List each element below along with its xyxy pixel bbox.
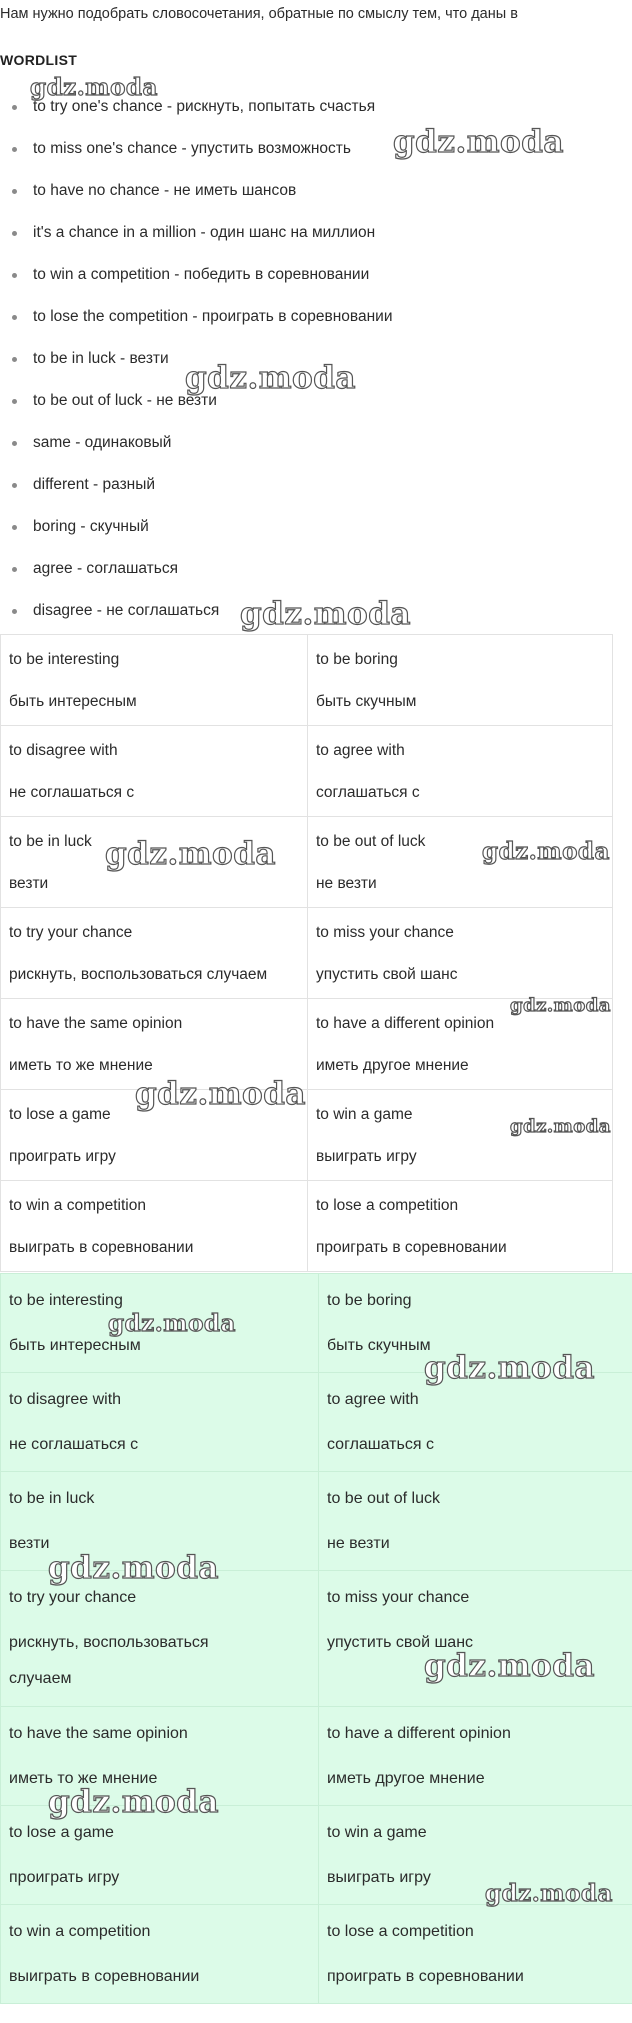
table-row [1,1472,632,1571]
list-item: to be in luck - везти [0,350,632,392]
list-item: to win a competition - победить в соревновании [0,266,632,308]
table-cell: to have the same opinion иметь то же мнение [1,1707,319,1806]
table-row [1,1571,632,1707]
table-cell: to disagree with не соглашаться с [1,1373,319,1472]
list-item: agree - соглашаться [0,560,632,602]
watermark: gdz.moda [240,596,411,632]
watermark: gdz.moda [424,1350,595,1386]
table-cell: to be interesting быть интересным [1,635,308,726]
bullet-icon [12,567,17,572]
table-row [1,908,613,999]
intro-text: Нам нужно подобрать словосочетания, обратные по смыслу тем, что даны в [0,6,518,22]
table-row [1,999,613,1090]
watermark: gdz.moda [393,124,564,160]
bullet-icon [12,525,17,530]
watermark: gdz.moda [105,836,276,872]
table-cell: to miss your chance упустить свой шанс [319,1571,632,1707]
table-row [1,726,613,817]
watermark: gdz.moda [48,1784,219,1820]
list-item: to have no chance - не иметь шансов [0,182,632,224]
table-cell: to lose a competition проиграть в соревновании [319,1905,632,2004]
table-cell: to win a game выиграть игру [319,1806,632,1905]
bullet-icon [12,273,17,278]
table-cell: to be out of luck не везти [319,1472,632,1571]
watermark: gdz.moda [510,1116,611,1137]
table-cell: to win a game выиграть игру [308,1090,613,1181]
table-cell: to be interesting быть интересным [1,1274,319,1373]
list-item: to lose the competition - проиграть в соревновании [0,308,632,350]
table-row [1,1090,613,1181]
bullet-icon [12,105,17,110]
antonym-table [0,634,613,1272]
table-cell: to have the same opinion иметь то же мнение [1,999,308,1090]
table-cell: to miss your chance упустить свой шанс [308,908,613,999]
bullet-icon [12,399,17,404]
table-cell: to win a competition выиграть в соревновании [1,1905,319,2004]
list-item: to miss one's chance - упустить возможность [0,140,632,182]
table-cell: to lose a game проиграть игру [1,1090,308,1181]
table-cell: to agree with соглашаться с [319,1373,632,1472]
antonym-table-highlighted [0,1273,632,2004]
watermark: gdz.moda [482,838,610,865]
table-row [1,1373,632,1472]
table-cell: to have a different opinion иметь другое мнение [319,1707,632,1806]
watermark: gdz.moda [48,1550,219,1586]
table-row [1,1707,632,1806]
bullet-icon [12,231,17,236]
wordlist-title: WORDLIST [0,52,78,68]
table-row [1,1181,613,1272]
list-item: same - одинаковый [0,434,632,476]
table-row [1,635,613,726]
table-cell: to agree with соглашаться с [308,726,613,817]
table-cell: to win a competition выиграть в соревновании [1,1181,308,1272]
list-item: different - разный [0,476,632,518]
list-item: boring - скучный [0,518,632,560]
list-item: to be out of luck - не везти [0,392,632,434]
bullet-icon [12,147,17,152]
watermark: gdz.moda [185,360,356,396]
bullet-icon [12,189,17,194]
table-cell: to disagree with не соглашаться с [1,726,308,817]
wordlist [0,98,632,644]
list-item: disagree - не соглашаться [0,602,632,644]
watermark: gdz.moda [108,1310,236,1337]
table-cell: to lose a competition проиграть в соревновании [308,1181,613,1272]
table-cell: to be in luck везти [1,817,308,908]
table-cell: to try your chance рискнуть, воспользоваться случаем [1,1571,319,1707]
watermark: gdz.moda [485,1880,613,1907]
watermark: gdz.moda [424,1648,595,1684]
watermark: gdz.moda [30,74,158,101]
table-cell: to have a different opinion иметь другое мнение [308,999,613,1090]
watermark: gdz.moda [510,995,611,1016]
table-row [1,1274,632,1373]
table-row [1,817,613,908]
bullet-icon [12,315,17,320]
table-cell: to be out of luck не везти [308,817,613,908]
list-item: to try one's chance - рискнуть, попытать счастья [0,98,632,140]
table-row [1,1806,632,1905]
list-item: it's a chance in a million - один шанс на миллион [0,224,632,266]
bullet-icon [12,609,17,614]
table-row [1,1905,632,2004]
table-cell: to lose a game проиграть игру [1,1806,319,1905]
bullet-icon [12,357,17,362]
bullet-icon [12,483,17,488]
table-cell: to try your chance рискнуть, воспользоваться случаем [1,908,308,999]
table-cell: to be boring быть скучным [308,635,613,726]
table-cell: to be in luck везти [1,1472,319,1571]
watermark: gdz.moda [135,1076,306,1112]
table-cell: to be boring быть скучным [319,1274,632,1373]
bullet-icon [12,441,17,446]
